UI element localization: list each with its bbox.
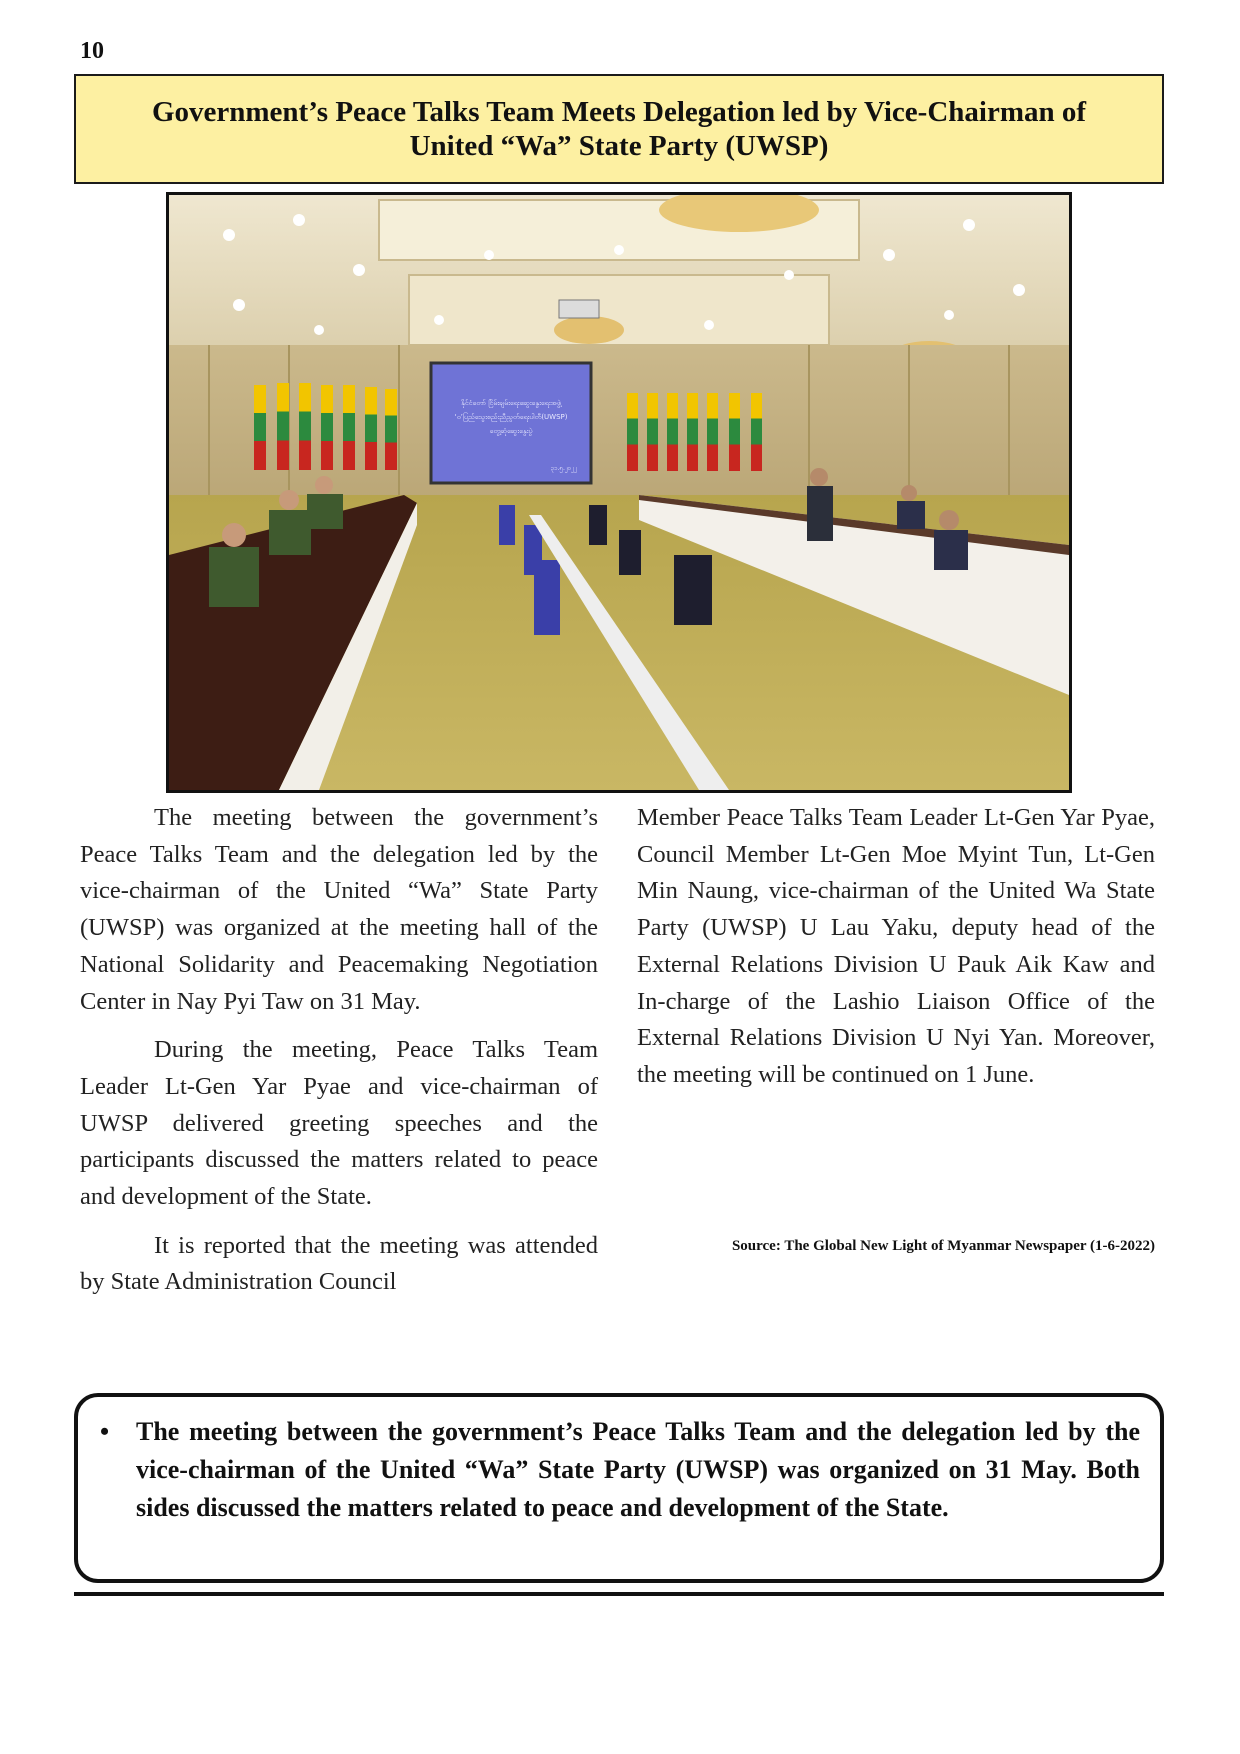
article-continuation: Member Peace Talks Team Leader Lt-Gen Yar Pyae, Council Member Lt-Gen Moe Myint Tun, Lt-Gen Min Naung, vice-chairman of the United Wa State Party (UWSP) U Lau Yaku, deputy head of the External Relations Division U Pauk Aik Kaw and In-charge of the Lashio Liaison Office of the External Relations Division U Nyi Yan. Moreover, the meeting will be continued on 1 June. xyxy=(637,804,1155,1088)
article-column-right xyxy=(637,800,1155,1106)
summary-text: The meeting between the government’s Peace Talks Team and the delegation led by the vice-chairman of the United “Wa” State Party (UWSP) was organized on 31 May. Both sides discussed the matters related to peace and development of the State. xyxy=(136,1417,1140,1522)
article-title: Government’s Peace Talks Team Meets Delegation led by Vice-Chairman of United “Wa” State Party (UWSP) xyxy=(151,96,1087,162)
summary-item xyxy=(96,1413,1140,1527)
screen-text-3: တွေ့ဆုံဆွေးနွေးပွဲ xyxy=(489,427,533,435)
meeting-photo xyxy=(166,192,1072,793)
article-paragraph: During the meeting, Peace Talks Team Leader Lt-Gen Yar Pyae and vice-chairman of UWSP delivered greeting speeches and the participants discussed the matters related to peace and development of the State. xyxy=(80,1036,598,1211)
meeting-hall-illustration xyxy=(169,195,1069,790)
bottom-rule xyxy=(74,1592,1164,1596)
projector-icon xyxy=(559,300,599,318)
source-credit: Source: The Global New Light of Myanmar Newspaper (1-6-2022) xyxy=(731,1238,1155,1254)
article-column-left xyxy=(80,800,598,1313)
screen-text-date: ၃၁.၅.၂၀၂၂ xyxy=(550,465,578,472)
page-number: 10 xyxy=(80,38,104,64)
article-paragraph: It is reported that the meeting was attended by State Administration Council xyxy=(80,1231,598,1296)
summary-box xyxy=(74,1393,1164,1583)
bullet-icon: • xyxy=(100,1417,110,1446)
screen-text-2: ‘ဝ’ပြည်သွေးစည်းညီညွတ်ရေးပါတီ(UWSP) xyxy=(454,413,568,421)
screen-text-1: နိုင်ငံတော် ငြိမ်းချမ်းရေးဆွေးနွေးရေးအဖွဲ့ xyxy=(461,399,561,407)
article-paragraph: The meeting between the government’s Peace Talks Team and the delegation led by the vice-chairman of the United “Wa” State Party (UWSP) was organized at the meeting hall of the National Solidarity and Peacemaking Negotiation Center in Nay Pyi Taw on 31 May. xyxy=(80,804,598,1015)
title-box xyxy=(74,74,1164,184)
